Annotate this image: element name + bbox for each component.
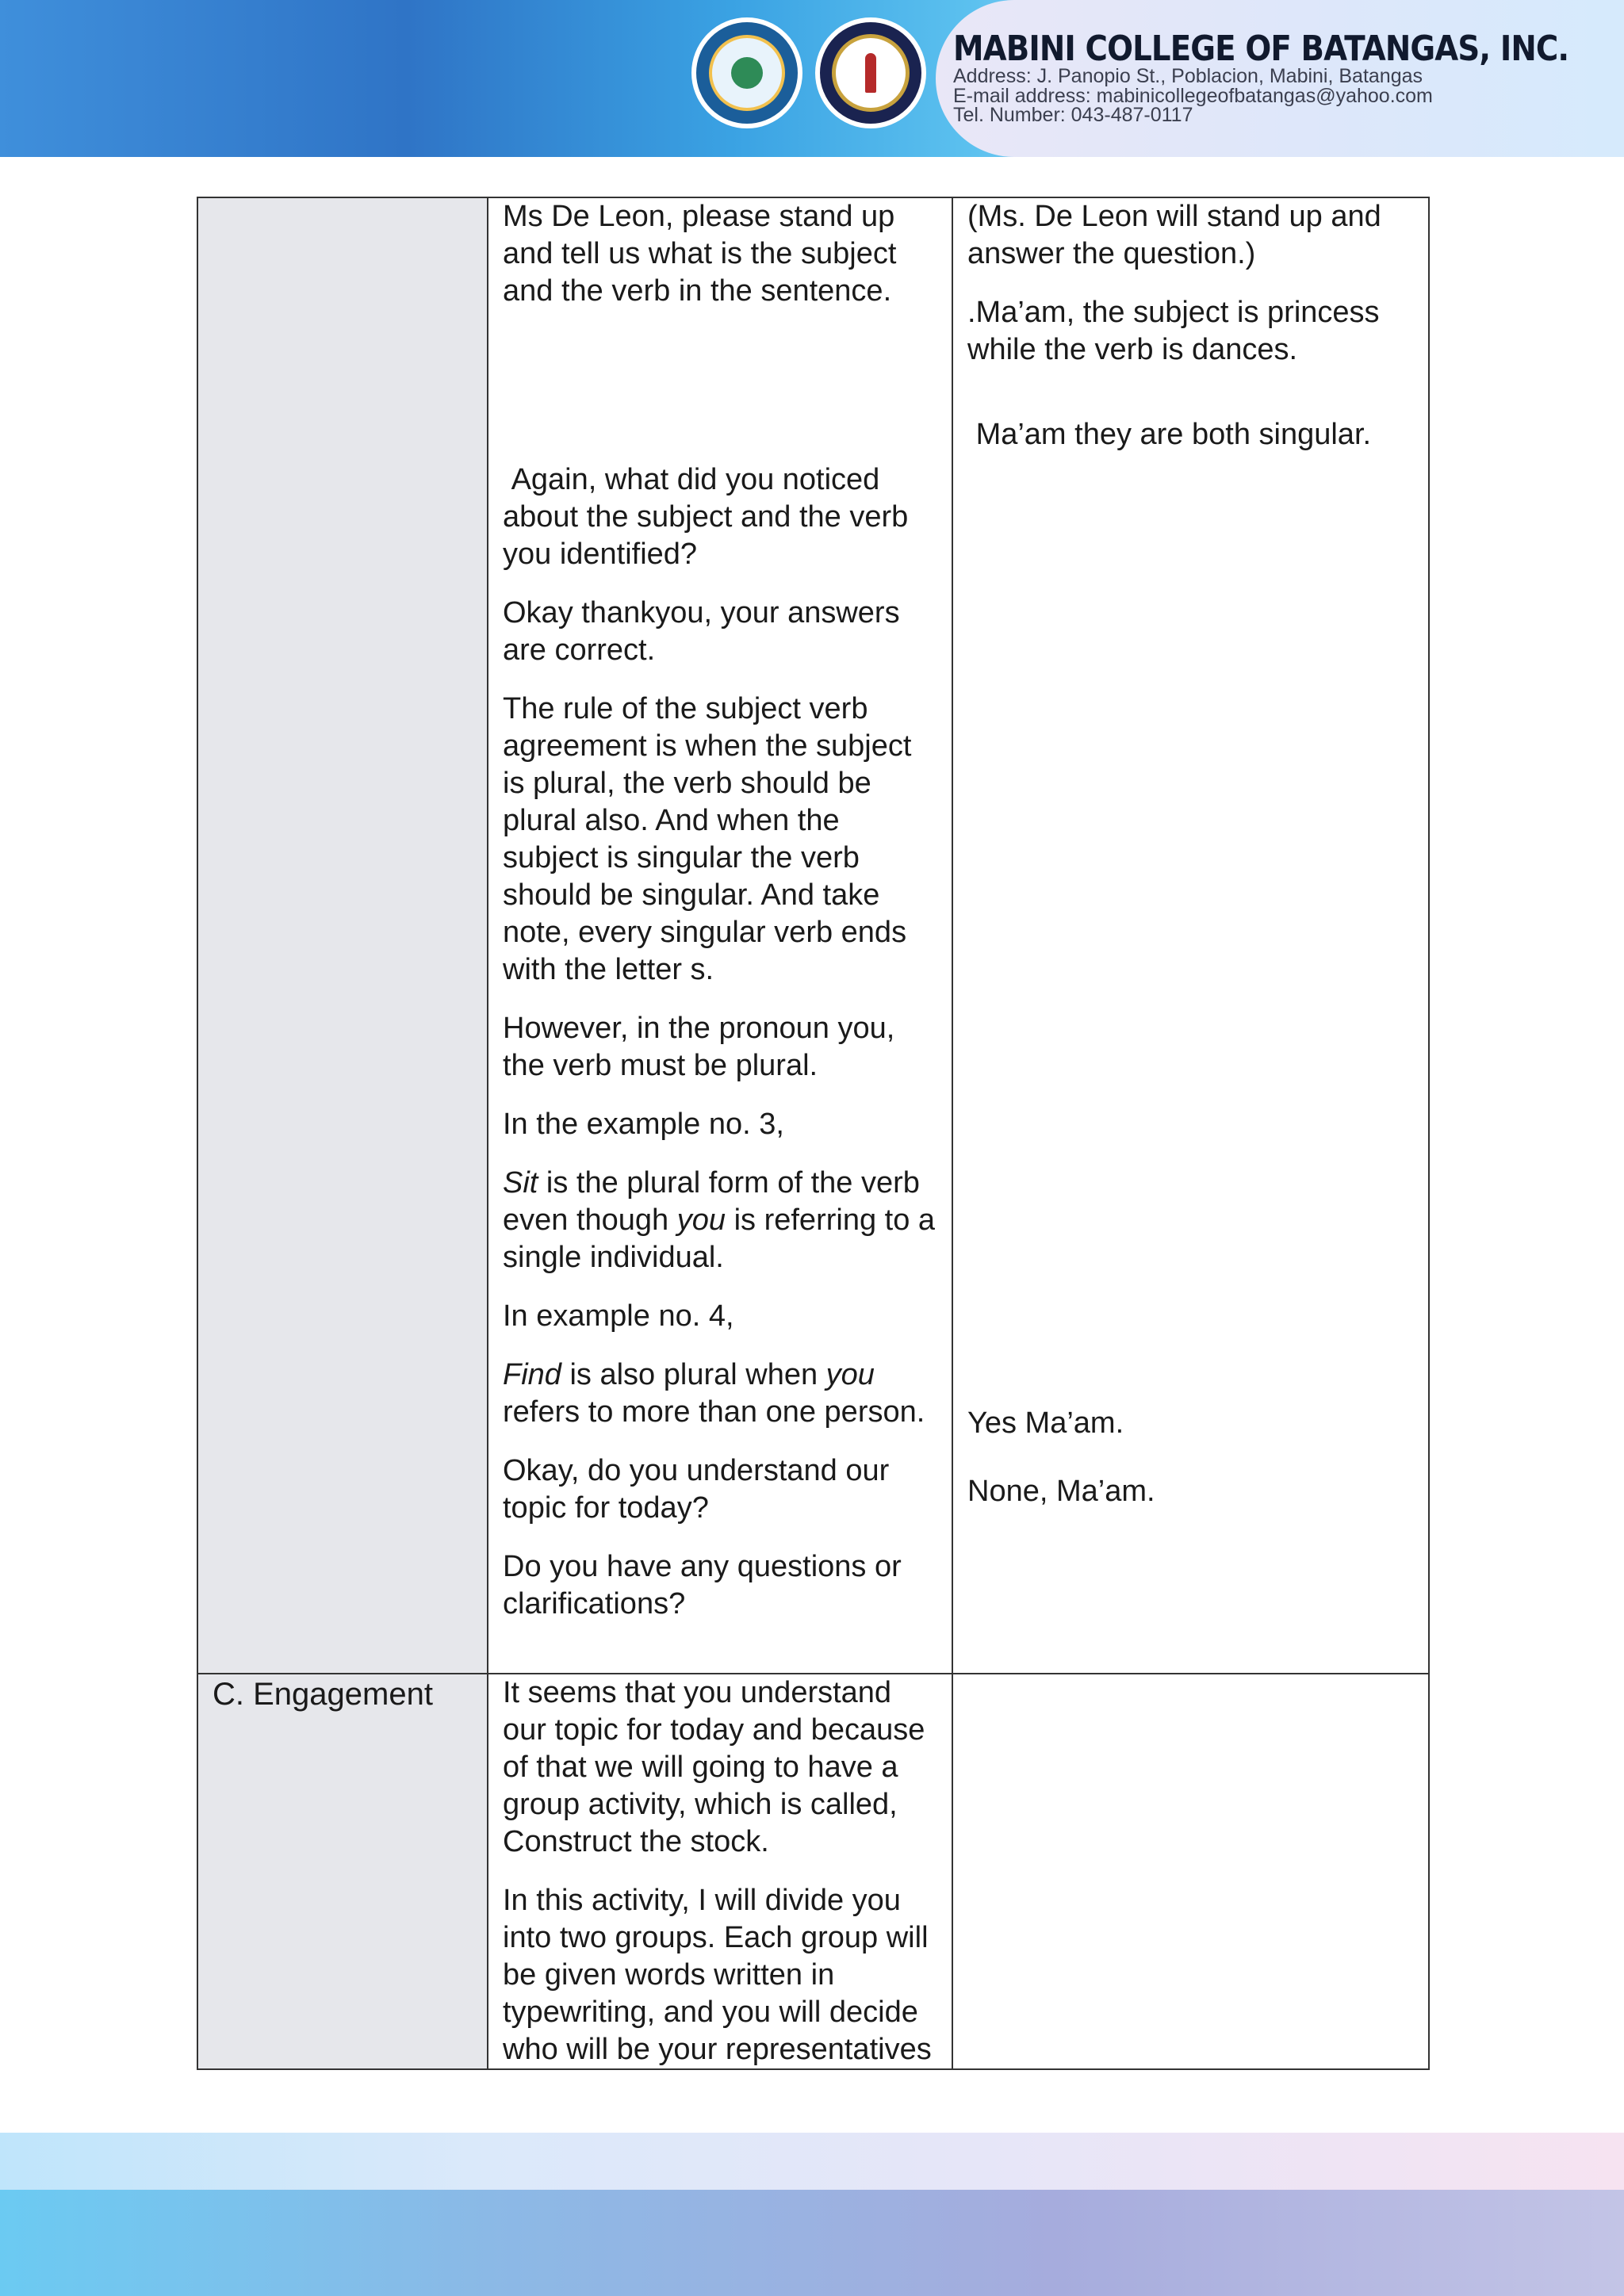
- college-tel: Tel. Number: 043-487-0117: [953, 104, 1193, 126]
- teacher-line: Okay, do you understand our topic for today?: [503, 1454, 890, 1525]
- lesson-plan-table: [197, 197, 1430, 2070]
- section-label-cell: [197, 197, 488, 1674]
- table-row: [197, 1674, 1429, 2069]
- footer-band-dark: [0, 2190, 1624, 2296]
- section-label: C. Engagement: [213, 1677, 433, 1712]
- teacher-line: However, in the pronoun you, the verb must be plural.: [503, 1012, 895, 1082]
- teacher-line: Find is also plural when you refers to more than one person.: [503, 1358, 925, 1429]
- student-line: .Ma’am, the subject is princess while the verb is dances.: [967, 296, 1380, 366]
- student-line: (Ms. De Leon will stand up and answer the question.): [967, 200, 1381, 270]
- student-line: Ma’am they are both singular.: [967, 418, 1372, 451]
- teacher-line: Again, what did you noticed about the subject and the verb you identified?: [503, 463, 917, 571]
- student-line: None, Ma’am.: [967, 1475, 1155, 1508]
- college-seal-logo: [815, 17, 926, 128]
- teacher-line: In this activity, I will divide you into two groups. Each group will be given words written in typewriting, and you will decide who will be your representatives: [503, 1884, 932, 2066]
- section-label: [213, 198, 473, 200]
- college-name: MABINI COLLEGE OF BATANGAS, INC.: [953, 29, 1569, 69]
- footer-band-light: [0, 2133, 1624, 2190]
- student-activity-cell: [952, 197, 1429, 1674]
- teacher-line: It seems that you understand our topic for today and because of that we will going to have a group activity, which is called, Construct the stock.: [503, 1676, 925, 1858]
- header-banner: [0, 0, 1624, 157]
- student-government-logo: [691, 17, 802, 128]
- teacher-line: Sit is the plural form of the verb even though you is referring to a single individual.: [503, 1166, 936, 1274]
- teacher-line: Ms De Leon, please stand up and tell us what is the subject and the verb in the sentence.: [503, 200, 897, 308]
- section-label-cell: [197, 1674, 488, 2069]
- teacher-activity-cell: [488, 1674, 952, 2069]
- teacher-line: Do you have any questions or clarifications?: [503, 1550, 902, 1621]
- student-line: Yes Ma’am.: [967, 1406, 1124, 1440]
- teacher-line: Okay thankyou, your answers are correct.: [503, 596, 900, 667]
- teacher-line: The rule of the subject verb agreement is when the subject is plural, the verb should be plural also. And when the subject is singular the verb should be singular. And take note, every singular verb ends with the letter s.: [503, 692, 912, 986]
- college-email: E-mail address: mabinicollegeofbatangas@yahoo.com: [953, 85, 1433, 107]
- table-row: [197, 197, 1429, 1674]
- student-activity-cell: [952, 1674, 1429, 2069]
- teacher-line: In the example no. 3,: [503, 1108, 784, 1141]
- teacher-activity-cell: [488, 197, 952, 1674]
- teacher-line: In example no. 4,: [503, 1299, 734, 1333]
- college-address: Address: J. Panopio St., Poblacion, Mabini, Batangas: [953, 65, 1423, 87]
